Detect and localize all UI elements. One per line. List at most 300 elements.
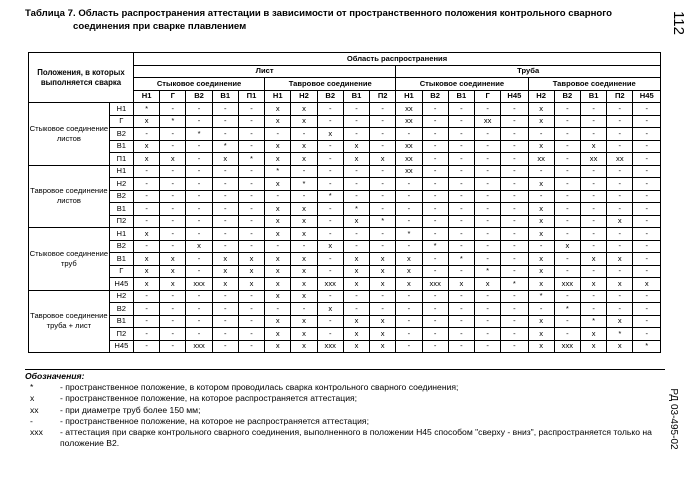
table-cell: xx	[528, 153, 554, 166]
table-cell: -	[422, 203, 448, 216]
table-cell: -	[633, 165, 661, 178]
table-cell: *	[448, 253, 474, 266]
table-cell: -	[212, 165, 238, 178]
table-cell: -	[291, 165, 317, 178]
table-cell: -	[317, 115, 343, 128]
table-cell: -	[422, 190, 448, 203]
table-cell: -	[160, 190, 186, 203]
legend-text: - пространственное положение, на которое не распространяется аттестация;	[60, 415, 369, 426]
table-cell: x	[265, 103, 291, 116]
table-cell: *	[212, 140, 238, 153]
row-position: Н45	[109, 340, 133, 353]
table-cell: *	[580, 315, 606, 328]
column-header: В1	[580, 90, 606, 103]
row-position: В2	[109, 128, 133, 141]
table-cell: -	[422, 153, 448, 166]
table-cell: -	[422, 128, 448, 141]
table-cell: x	[238, 253, 264, 266]
table-cell: *	[291, 178, 317, 191]
table-cell: xxx	[422, 278, 448, 291]
table-cell: -	[212, 240, 238, 253]
table-cell: x	[291, 340, 317, 353]
table-cell: -	[501, 103, 528, 116]
table-cell: -	[580, 203, 606, 216]
table-cell: -	[580, 228, 606, 241]
table-cell: x	[370, 253, 396, 266]
table-cell: -	[554, 140, 580, 153]
row-position: Н1	[109, 103, 133, 116]
table-cell: x	[265, 253, 291, 266]
table-cell: -	[422, 253, 448, 266]
attestation-table	[28, 52, 661, 353]
table-cell: x	[370, 340, 396, 353]
table-cell: -	[448, 178, 474, 191]
table-cell: xx	[396, 165, 422, 178]
table-cell: -	[160, 340, 186, 353]
column-header: В1	[448, 90, 474, 103]
table-cell: -	[580, 290, 606, 303]
group-label: Стыковое соединение листов	[29, 103, 110, 166]
column-header: В2	[186, 90, 212, 103]
table-cell: -	[607, 303, 633, 316]
table-cell: *	[501, 278, 528, 291]
table-cell: -	[448, 115, 474, 128]
table-cell: -	[238, 165, 264, 178]
table-cell: -	[475, 215, 501, 228]
table-cell: -	[291, 303, 317, 316]
table-cell: -	[448, 290, 474, 303]
table-cell: -	[343, 165, 369, 178]
table-cell: -	[212, 178, 238, 191]
table-cell: x	[580, 140, 606, 153]
table-cell: -	[475, 340, 501, 353]
row-position: П1	[109, 153, 133, 166]
table-cell: -	[580, 190, 606, 203]
row-position: В1	[109, 140, 133, 153]
subgroup-pipe-butt: Стыковое соединение	[396, 78, 528, 91]
table-cell: -	[317, 228, 343, 241]
table-cell: -	[238, 228, 264, 241]
table-cell: x	[265, 290, 291, 303]
table-cell: x	[528, 340, 554, 353]
table-cell: -	[186, 303, 212, 316]
table-cell: -	[343, 128, 369, 141]
table-cell: x	[265, 203, 291, 216]
row-position: Н2	[109, 290, 133, 303]
legend-text: - аттестация при сварке контрольного сварного соединения, выполненного в положении Н45 способом "сверху - вниз", распространяется только на положение В2.	[60, 427, 652, 449]
table-cell: -	[422, 315, 448, 328]
table-cell: -	[633, 215, 661, 228]
table-cell: *	[475, 265, 501, 278]
table-cell: x	[265, 228, 291, 241]
table-cell: xx	[396, 103, 422, 116]
table-cell: x	[265, 328, 291, 341]
table-cell: -	[238, 328, 264, 341]
table-cell: -	[501, 140, 528, 153]
table-cell: -	[633, 115, 661, 128]
table-cell: -	[343, 303, 369, 316]
table-cell: -	[633, 140, 661, 153]
table-cell: -	[317, 178, 343, 191]
table-cell: -	[370, 303, 396, 316]
table-cell: -	[133, 303, 159, 316]
legend-item	[25, 427, 665, 449]
table-cell: -	[265, 240, 291, 253]
table-cell: -	[186, 228, 212, 241]
table-cell: -	[475, 178, 501, 191]
table-cell: -	[607, 178, 633, 191]
column-header: Н1	[133, 90, 159, 103]
table-cell: -	[186, 290, 212, 303]
group-label: Тавровое соединение труба + лист	[29, 290, 110, 353]
column-header: Н2	[528, 90, 554, 103]
table-cell: -	[501, 190, 528, 203]
table-row	[29, 240, 661, 253]
table-cell: -	[475, 128, 501, 141]
table-cell: x	[343, 253, 369, 266]
table-cell: -	[448, 328, 474, 341]
table-cell: -	[633, 190, 661, 203]
table-cell: x	[370, 278, 396, 291]
table-cell: -	[370, 240, 396, 253]
legend-item	[25, 405, 665, 416]
table-cell: x	[370, 328, 396, 341]
table-cell: x	[343, 153, 369, 166]
table-cell: -	[238, 290, 264, 303]
table-cell: x	[528, 265, 554, 278]
table-title-line-2: соединения при сварке плавлением	[73, 21, 247, 32]
table-cell: -	[186, 215, 212, 228]
table-cell: -	[133, 290, 159, 303]
table-cell: -	[186, 315, 212, 328]
table-cell: x	[291, 328, 317, 341]
table-cell: -	[343, 190, 369, 203]
table-cell: -	[317, 103, 343, 116]
table-cell: x	[133, 265, 159, 278]
table-cell: -	[554, 178, 580, 191]
table-cell: x	[238, 265, 264, 278]
table-cell: -	[317, 140, 343, 153]
table-cell: -	[317, 253, 343, 266]
table-cell: -	[448, 153, 474, 166]
table-cell: -	[160, 315, 186, 328]
table-cell: x	[370, 265, 396, 278]
table-cell: -	[212, 128, 238, 141]
table-row	[29, 315, 661, 328]
table-cell: -	[212, 303, 238, 316]
subgroup-pipe-tee: Тавровое соединение	[528, 78, 661, 91]
table-cell: -	[448, 228, 474, 241]
table-cell: -	[160, 240, 186, 253]
table-cell: -	[554, 315, 580, 328]
table-cell: -	[238, 315, 264, 328]
table-cell: -	[186, 165, 212, 178]
document-code: РД 03-495-02	[668, 388, 679, 450]
table-cell: x	[528, 278, 554, 291]
table-cell: -	[448, 340, 474, 353]
table-cell: -	[317, 328, 343, 341]
table-cell: -	[448, 103, 474, 116]
row-position: Г	[109, 265, 133, 278]
table-cell: *	[265, 165, 291, 178]
table-cell: x	[291, 103, 317, 116]
table-row	[29, 140, 661, 153]
table-cell: -	[422, 290, 448, 303]
table-cell: x	[343, 315, 369, 328]
table-cell: -	[160, 165, 186, 178]
row-position: В2	[109, 303, 133, 316]
table-cell: -	[554, 190, 580, 203]
table-cell: x	[528, 115, 554, 128]
table-cell: -	[343, 178, 369, 191]
table-cell: -	[448, 128, 474, 141]
table-cell: -	[475, 203, 501, 216]
legend-text: - при диаметре труб более 150 мм;	[60, 404, 201, 415]
table-cell: -	[607, 140, 633, 153]
table-cell: -	[633, 303, 661, 316]
table-cell: -	[238, 203, 264, 216]
table-cell: -	[475, 253, 501, 266]
table-cell: xx	[607, 153, 633, 166]
table-cell: -	[238, 103, 264, 116]
table-cell: -	[554, 128, 580, 141]
table-cell: x	[343, 265, 369, 278]
table-cell: x	[580, 328, 606, 341]
table-cell: -	[448, 190, 474, 203]
table-cell: -	[448, 240, 474, 253]
table-cell: -	[607, 203, 633, 216]
table-cell: x	[133, 153, 159, 166]
subgroup-sheet-butt: Стыковое соединение	[133, 78, 264, 91]
table-cell: -	[396, 203, 422, 216]
table-cell: -	[160, 178, 186, 191]
table-cell: -	[633, 228, 661, 241]
table-cell: x	[528, 328, 554, 341]
table-cell: x	[186, 240, 212, 253]
table-cell: -	[291, 190, 317, 203]
table-cell: -	[422, 140, 448, 153]
table-cell: x	[291, 215, 317, 228]
table-cell: -	[133, 178, 159, 191]
table-cell: x	[291, 278, 317, 291]
table-cell: -	[396, 190, 422, 203]
row-position: П2	[109, 215, 133, 228]
table-row	[29, 153, 661, 166]
table-cell: -	[370, 178, 396, 191]
table-cell: -	[238, 340, 264, 353]
table-cell: -	[212, 290, 238, 303]
table-cell: x	[291, 253, 317, 266]
table-cell: *	[554, 303, 580, 316]
table-cell: -	[160, 128, 186, 141]
table-cell: -	[554, 103, 580, 116]
table-cell: -	[212, 228, 238, 241]
table-cell: x	[343, 278, 369, 291]
table-cell: -	[238, 240, 264, 253]
table-cell: x	[607, 215, 633, 228]
table-cell: -	[501, 228, 528, 241]
table-cell: -	[133, 215, 159, 228]
table-cell: -	[633, 128, 661, 141]
table-cell: x	[133, 278, 159, 291]
table-row	[29, 215, 661, 228]
legend	[25, 369, 665, 449]
sheet-header: Лист	[133, 65, 395, 78]
table-cell: xx	[396, 153, 422, 166]
table-row	[29, 265, 661, 278]
table-cell: -	[343, 290, 369, 303]
row-position: Н2	[109, 178, 133, 191]
table-cell: -	[554, 215, 580, 228]
table-cell: x	[265, 115, 291, 128]
pipe-header: Труба	[396, 65, 661, 78]
table-cell: -	[448, 315, 474, 328]
table-cell: -	[422, 328, 448, 341]
table-row	[29, 340, 661, 353]
table-cell: x	[396, 253, 422, 266]
table-cell: -	[317, 265, 343, 278]
table-cell: -	[212, 315, 238, 328]
table-cell: -	[475, 290, 501, 303]
table-cell: *	[238, 153, 264, 166]
table-cell: -	[607, 190, 633, 203]
table-cell: x	[291, 140, 317, 153]
table-cell: x	[265, 153, 291, 166]
table-cell: x	[343, 215, 369, 228]
table-cell: -	[554, 203, 580, 216]
table-cell: x	[265, 265, 291, 278]
table-cell: -	[475, 140, 501, 153]
table-cell: x	[212, 278, 238, 291]
table-cell: -	[396, 340, 422, 353]
table-cell: -	[133, 340, 159, 353]
table-cell: -	[160, 290, 186, 303]
table-cell: -	[370, 290, 396, 303]
row-position: В1	[109, 203, 133, 216]
table-cell: x	[133, 115, 159, 128]
table-cell: x	[396, 265, 422, 278]
table-cell: -	[607, 128, 633, 141]
table-cell: x	[265, 278, 291, 291]
legend-item	[25, 393, 665, 404]
table-cell: -	[160, 203, 186, 216]
table-cell: -	[501, 265, 528, 278]
table-cell: -	[607, 240, 633, 253]
table-cell: x	[160, 278, 186, 291]
table-cell: -	[607, 290, 633, 303]
table-cell: -	[607, 115, 633, 128]
table-cell: -	[475, 228, 501, 241]
table-cell: -	[212, 190, 238, 203]
table-cell: -	[633, 328, 661, 341]
table-cell: x	[317, 240, 343, 253]
table-row	[29, 190, 661, 203]
legend-symbol: xxx	[30, 427, 43, 438]
table-cell: -	[265, 128, 291, 141]
table-cell: -	[633, 290, 661, 303]
table-cell: -	[475, 315, 501, 328]
table-row	[29, 278, 661, 291]
subgroup-sheet-tee: Тавровое соединение	[265, 78, 396, 91]
table-cell: x	[607, 340, 633, 353]
table-cell: xx	[475, 115, 501, 128]
table-cell: -	[133, 190, 159, 203]
table-cell: -	[501, 328, 528, 341]
table-cell: x	[448, 278, 474, 291]
table-cell: -	[238, 303, 264, 316]
legend-text: - пространственное положение, на которое распространяется аттестация;	[60, 393, 358, 404]
table-cell: -	[475, 190, 501, 203]
table-cell: x	[212, 253, 238, 266]
table-cell: -	[501, 203, 528, 216]
table-cell: -	[212, 115, 238, 128]
table-cell: -	[475, 165, 501, 178]
table-cell: -	[133, 128, 159, 141]
table-cell: x	[475, 278, 501, 291]
table-row	[29, 253, 661, 266]
table-cell: -	[422, 178, 448, 191]
table-cell: *	[133, 103, 159, 116]
table-cell: -	[528, 128, 554, 141]
table-row	[29, 128, 661, 141]
table-cell: -	[238, 115, 264, 128]
table-cell: xx	[396, 115, 422, 128]
table-cell: x	[633, 278, 661, 291]
group-label: Стыковое соединение труб	[29, 228, 110, 291]
table-cell: -	[501, 153, 528, 166]
table-cell: x	[607, 315, 633, 328]
table-cell: -	[448, 203, 474, 216]
table-cell: x	[265, 140, 291, 153]
table-cell: x	[528, 228, 554, 241]
table-cell: -	[501, 315, 528, 328]
table-cell: -	[396, 215, 422, 228]
row-position: В2	[109, 190, 133, 203]
table-cell: -	[343, 240, 369, 253]
table-cell: -	[633, 253, 661, 266]
table-cell: xxx	[186, 340, 212, 353]
table-cell: -	[265, 190, 291, 203]
table-cell: *	[528, 290, 554, 303]
table-cell: -	[422, 115, 448, 128]
table-cell: x	[160, 153, 186, 166]
table-cell: -	[580, 265, 606, 278]
table-cell: -	[501, 253, 528, 266]
legend-symbol: *	[30, 382, 34, 393]
table-cell: -	[238, 128, 264, 141]
table-cell: x	[265, 178, 291, 191]
table-cell: -	[501, 115, 528, 128]
column-header: Н1	[265, 90, 291, 103]
table-cell: -	[133, 203, 159, 216]
table-cell: -	[396, 178, 422, 191]
table-cell: -	[186, 265, 212, 278]
table-cell: x	[528, 253, 554, 266]
table-row	[29, 115, 661, 128]
table-cell: -	[580, 165, 606, 178]
row-position: Н1	[109, 228, 133, 241]
page-number: 112	[670, 11, 687, 35]
table-cell: -	[422, 103, 448, 116]
table-cell: -	[186, 153, 212, 166]
table-cell: x	[291, 315, 317, 328]
table-cell: -	[396, 290, 422, 303]
table-cell: x	[291, 265, 317, 278]
legend-symbol: -	[30, 415, 33, 426]
legend-item	[25, 382, 665, 393]
table-cell: -	[317, 203, 343, 216]
table-cell: -	[186, 115, 212, 128]
